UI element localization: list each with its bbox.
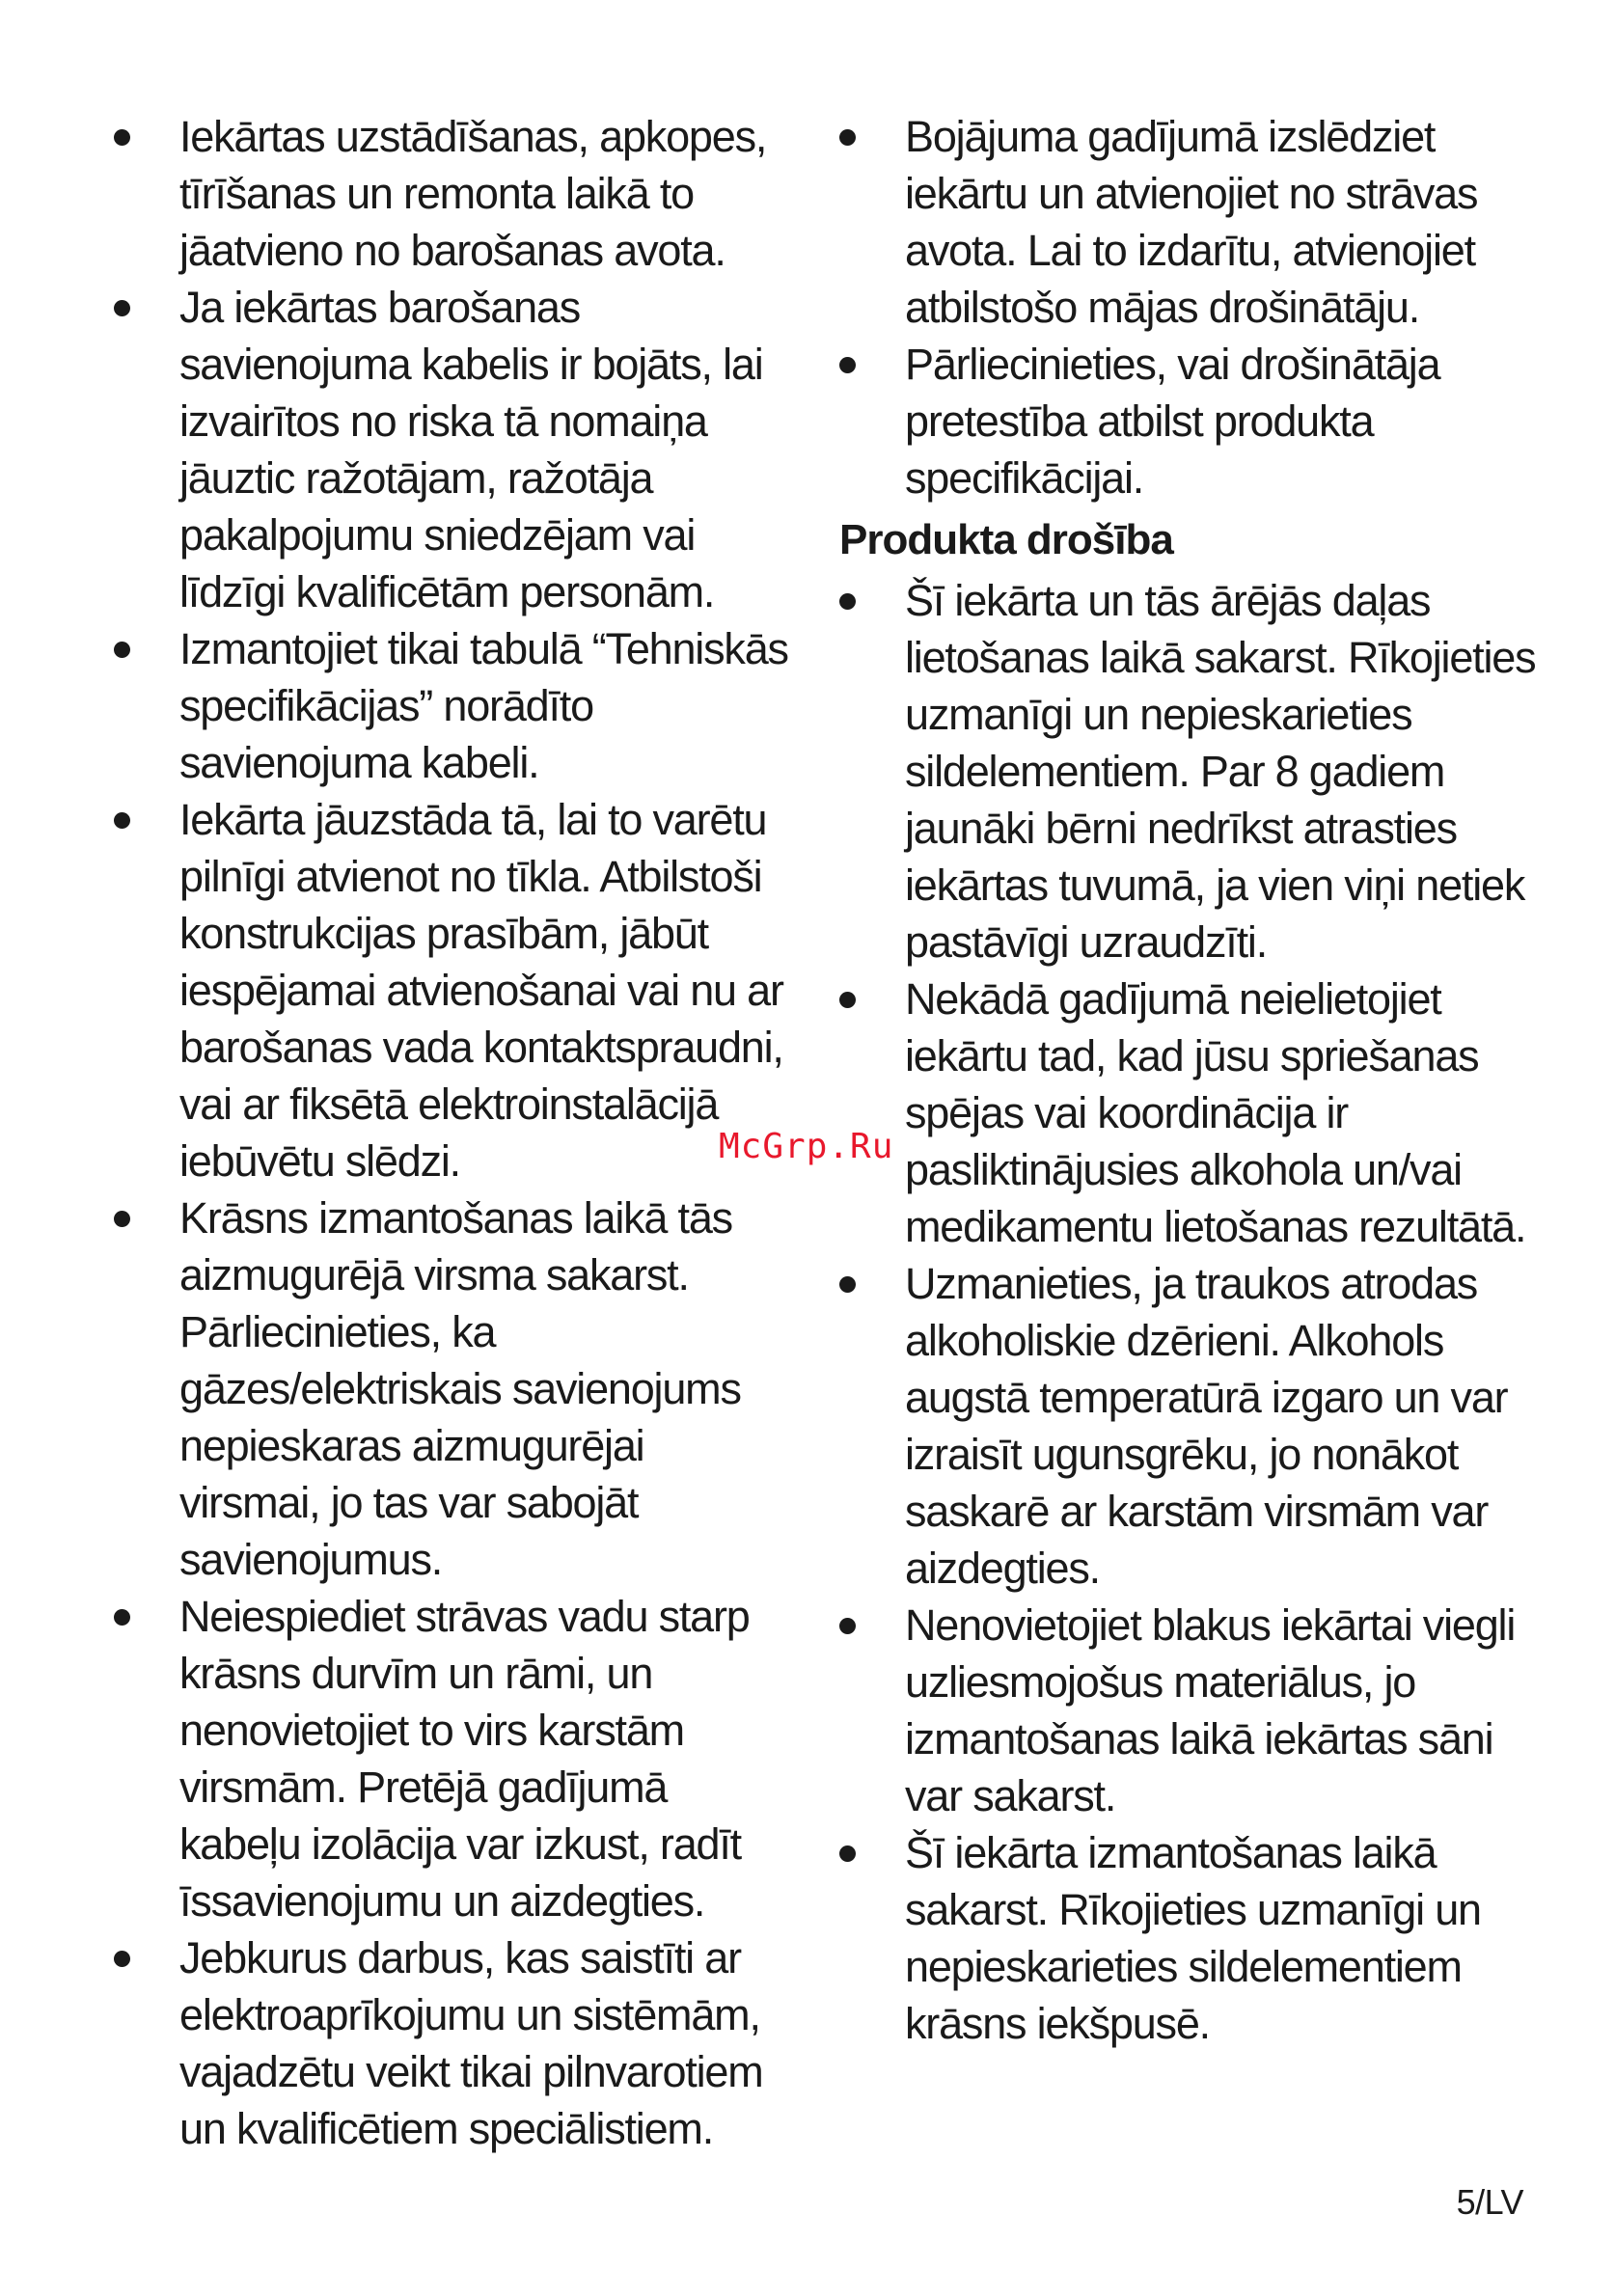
bullet-dot-icon	[114, 642, 130, 658]
list-item-text: Šī iekārta izmantošanas laikā sakarst. Rīkojieties uzmanīgi un nepieskarieties sildelementiem krāsns iekšpusē.	[905, 1828, 1481, 2048]
bullet-dot-icon	[839, 357, 856, 373]
list-item-text: Neiespiediet strāvas vadu starp krāsns durvīm un rāmi, un nenovietojiet to virs karstām virsmām. Pretējā gadījumā kabeļu izolācija var izkust, radīt īssavienojumu un aizdegties.	[179, 1592, 750, 1926]
list-item-text: Bojājuma gadījumā izslēdziet iekārtu un atvienojiet no strāvas avota. Lai to izdarītu, atvienojiet atbilstošo mājas drošinātāju.	[905, 112, 1478, 332]
list-item-text: Uzmanieties, ja traukos atrodas alkoholiskie dzērieni. Alkohols augstā temperatūrā izgaro un var izraisīt ugunsgrēku, jo nonākot saskarē ar karstām virsmām var aizdegties.	[905, 1259, 1508, 1593]
list-item-text: Jebkurus darbus, kas saistīti ar elektroaprīkojumu un sistēmām, vajadzētu veikt tikai pilnvarotiem un kvalificētiem speciālistiem.	[179, 1933, 763, 2153]
right-column	[839, 108, 1553, 2052]
bullet-dot-icon	[114, 129, 130, 146]
right-bullet-list-top	[839, 108, 1553, 506]
list-item	[839, 1255, 1553, 1597]
list-item-text: Šī iekārta un tās ārējās daļas lietošanas laikā sakarst. Rīkojieties uzmanīgi un nepieskarieties sildelementiem. Par 8 gadiem jaunāki bērni nedrīkst atrasties iekārtas tuvumā, ja vien viņi netiek pastāvīgi uzraudzīti.	[905, 576, 1536, 967]
bullet-dot-icon	[114, 300, 130, 316]
bullet-dot-icon	[839, 1276, 856, 1293]
list-item	[114, 620, 789, 791]
list-item	[114, 1929, 789, 2157]
list-item-text: Nenovietojiet blakus iekārtai viegli uzliesmojošus materiālus, jo izmantošanas laikā iekārtas sāni var sakarst.	[905, 1600, 1516, 1820]
left-column	[114, 108, 789, 2157]
list-item-text: Nekādā gadījumā neielietojiet iekārtu tad, kad jūsu spriešanas spējas vai koordinācija ir pasliktinājusies alkohola un/vai medikamentu lietošanas rezultātā.	[905, 974, 1526, 1251]
bullet-dot-icon	[114, 1951, 130, 1967]
bullet-dot-icon	[839, 1845, 856, 1862]
right-bullet-list-bottom	[839, 572, 1553, 2052]
list-item-text: Pārliecinieties, vai drošinātāja pretestība atbilst produkta specifikācijai.	[905, 340, 1440, 503]
list-item	[114, 791, 789, 1189]
list-item	[839, 108, 1553, 336]
bullet-dot-icon	[839, 129, 856, 146]
list-item-text: Izmantojiet tikai tabulā “Tehniskās specifikācijas” norādīto savienojuma kabeli.	[179, 624, 788, 787]
list-item	[839, 336, 1553, 506]
bullet-dot-icon	[114, 812, 130, 829]
list-item-text: Krāsns izmantošanas laikā tās aizmugurējā virsma sakarst. Pārliecinieties, ka gāzes/elektriskais savienojums nepieskaras aizmugurējai virsmai, jo tas var sabojāt savienojumus.	[179, 1193, 741, 1584]
section-heading: Produkta drošība	[839, 516, 1173, 563]
bullet-dot-icon	[839, 593, 856, 610]
bullet-dot-icon	[839, 1618, 856, 1634]
list-item	[839, 1824, 1553, 2052]
list-item	[114, 108, 789, 279]
list-item	[839, 1597, 1553, 1824]
list-item	[114, 279, 789, 620]
watermark: McGrp.Ru	[719, 1127, 894, 1166]
bullet-dot-icon	[839, 992, 856, 1008]
bullet-dot-icon	[114, 1211, 130, 1227]
list-item	[114, 1588, 789, 1929]
list-item	[114, 1189, 789, 1588]
bullet-dot-icon	[114, 1609, 130, 1626]
list-item-text: Iekārtas uzstādīšanas, apkopes, tīrīšanas un remonta laikā to jāatvieno no barošanas avota.	[179, 112, 767, 275]
list-item	[839, 970, 1553, 1255]
left-bullet-list	[114, 108, 789, 2157]
list-item-text: Iekārta jāuzstāda tā, lai to varētu pilnīgi atvienot no tīkla. Atbilstoši konstrukcijas prasībām, jābūt iespējamai atvienošanai vai nu ar barošanas vada kontaktspraudni, vai ar fiksētā elektroinstalācijā iebūvētu slēdzi.	[179, 795, 783, 1186]
page-number: 5/LV	[1456, 2182, 1523, 2222]
list-item	[839, 572, 1553, 970]
list-item-text: Ja iekārtas barošanas savienojuma kabelis ir bojāts, lai izvairītos no riska tā nomaiņa jāuztic ražotājam, ražotāja pakalpojumu sniedzējam vai līdzīgi kvalificētām personām.	[179, 283, 763, 616]
